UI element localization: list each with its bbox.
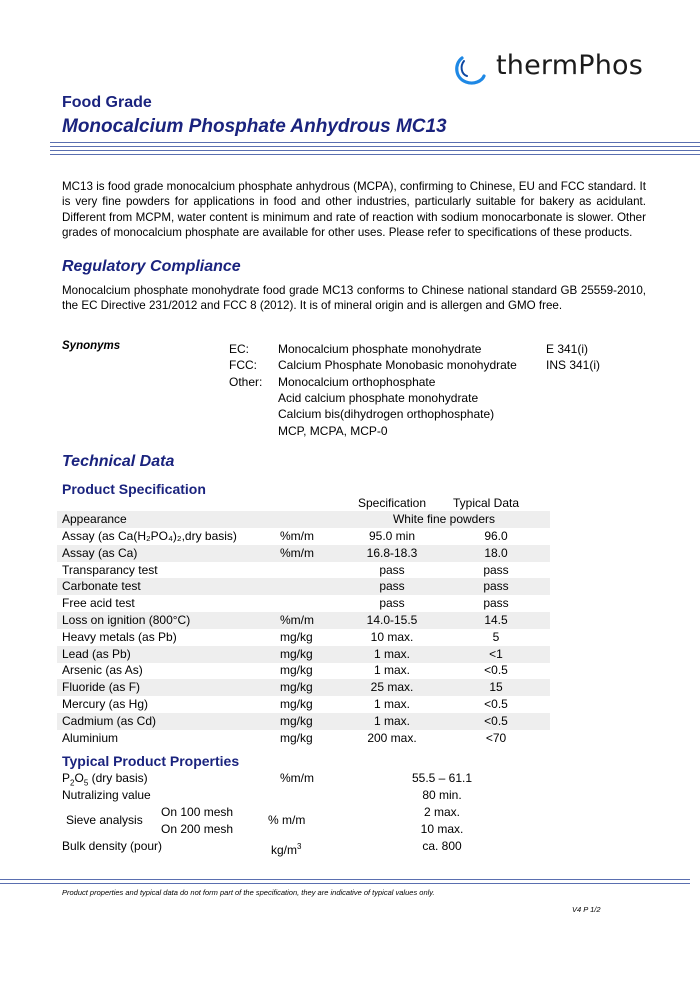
property-unit: %m/m: [280, 771, 314, 785]
row-name: Assay (as Ca(H₂PO₄)₂,dry basis): [62, 529, 237, 543]
row-spec: 10 max.: [370, 629, 414, 644]
row-typical: pass: [483, 562, 509, 577]
synonym-name: Monocalcium phosphate monohydrate: [278, 342, 482, 356]
property-value: 55.5 – 61.1: [411, 771, 473, 785]
row-typical: 5: [492, 629, 500, 644]
row-unit: mg/kg: [280, 697, 313, 711]
sieve-mesh-100: On 100 mesh: [161, 805, 234, 819]
row-name: Mercury (as Hg): [62, 697, 149, 711]
row-spec: 1 max.: [373, 646, 410, 661]
row-name: Transparancy test: [62, 562, 158, 577]
property-value: 2 max.: [423, 805, 460, 819]
row-unit: mg/kg: [280, 730, 313, 745]
table-row: [57, 629, 550, 646]
table-row: [57, 528, 550, 545]
synonyms-label: Synonyms: [62, 340, 121, 352]
technical-heading: Technical Data: [62, 453, 175, 470]
table-row: [57, 545, 550, 562]
row-typical: 96.0: [484, 529, 508, 543]
row-typical: <70: [485, 730, 507, 745]
row-spec: 95.0 min: [368, 529, 416, 543]
synonym-key: FCC:: [229, 358, 257, 372]
product-title: Monocalcium Phosphate Anhydrous MC13: [62, 116, 447, 137]
intro-paragraph: MC13 is food grade monocalcium phosphate anhydrous (MCPA), confirming to Chinese, EU and FCC standard. It is very fine powders for applications in food and other industries, particularly suitable for bakery as acidulant. Different from MCPM, water content is minimum and rate of reaction with sodium monocarbonate is slower. Other grades of monocalcium phosphate are available for other uses. Please refer to specifications of these products.: [62, 180, 646, 239]
row-name: Cadmium (as Cd): [62, 713, 157, 728]
row-unit: %m/m: [280, 613, 314, 627]
row-name: Free acid test: [62, 596, 135, 611]
synonym-code: E 341(i): [546, 342, 589, 356]
col-typical-header: Typical Data: [452, 496, 520, 510]
row-unit: %m/m: [280, 529, 314, 543]
row-typical: 15: [489, 680, 503, 695]
footer-divider: [0, 879, 690, 887]
property-name: Nutralizing value: [62, 788, 151, 802]
footer-note: Product properties and typical data do not form part of the specification, they are indicative of typical values only.: [62, 888, 435, 897]
synonym-key: Other:: [229, 375, 263, 389]
synonym-name: MCP, MCPA, MCP-0: [278, 424, 388, 438]
property-value: 80 min.: [422, 788, 462, 802]
company-logo: [452, 44, 652, 88]
row-name: Arsenic (as As): [62, 663, 143, 678]
property-unit: $kg/m^3$: [271, 842, 302, 857]
properties-heading: Typical Product Properties: [62, 753, 240, 769]
row-spec: pass: [379, 579, 405, 594]
row-name: Fluoride (as F): [62, 680, 141, 695]
row-typical: <1: [489, 646, 503, 661]
page-number: V4 P 1/2: [572, 905, 601, 914]
category-heading: Food Grade: [62, 94, 152, 111]
property-row: [62, 838, 562, 855]
row-name: Heavy metals (as Pb): [62, 629, 177, 644]
property-row: [62, 787, 562, 804]
row-typical: 14.5: [484, 613, 508, 627]
row-typical: pass: [483, 579, 509, 594]
row-spec: pass: [379, 596, 405, 611]
table-row: [57, 646, 550, 663]
row-name: Carbonate test: [62, 579, 141, 594]
table-row: [57, 578, 550, 595]
row-spec: 14.0-15.5: [366, 613, 418, 627]
table-row: [57, 679, 550, 696]
table-row: [57, 713, 550, 730]
synonym-name: Acid calcium phosphate monohydrate: [278, 391, 479, 405]
header-divider: [50, 142, 700, 158]
row-typical: <0.5: [484, 697, 508, 711]
row-name: Assay (as Ca): [62, 545, 138, 560]
logo-wordmark: thermPhos: [496, 50, 644, 81]
property-value: 10 max.: [420, 822, 464, 836]
row-spec: 1 max.: [373, 713, 410, 728]
table-row: [57, 511, 550, 528]
regulatory-paragraph: Monocalcium phosphate monohydrate food grade MC13 conforms to Chinese national standard GB 25559-2010, the EC Directive 231/2012 and FCC 8 (2012). It is of mineral origin and is allergen and GMO free.: [62, 284, 646, 313]
spec-heading: Product Specification: [62, 481, 206, 497]
row-typical: 18.0: [484, 545, 508, 560]
row-unit: %m/m: [280, 545, 314, 560]
property-unit: % m/m: [268, 813, 306, 827]
property-row: [62, 804, 562, 838]
synonym-code: INS 341(i): [546, 358, 601, 372]
row-spec: 16.8-18.3: [366, 545, 418, 560]
row-value: White fine powders: [392, 512, 496, 526]
sieve-mesh-200: On 200 mesh: [161, 822, 234, 836]
row-spec: 1 max.: [373, 697, 410, 711]
property-name: Sieve analysis: [66, 813, 143, 827]
synonym-key: EC:: [229, 342, 250, 356]
row-name: Aluminium: [62, 730, 119, 745]
property-row: [62, 770, 562, 787]
row-unit: mg/kg: [280, 663, 313, 678]
property-name: $P_2O_5$ (dry basis): [62, 771, 148, 788]
row-unit: mg/kg: [280, 680, 313, 695]
row-spec: pass: [379, 562, 405, 577]
property-name: Bulk density (pour): [62, 839, 163, 853]
row-typical: <0.5: [484, 713, 508, 728]
synonym-name: Calcium bis(dihydrogen orthophosphate): [278, 407, 495, 421]
table-row: [57, 696, 550, 713]
property-value: ca. 800: [422, 839, 462, 853]
col-spec-header: Specification: [357, 496, 427, 510]
row-name: Loss on ignition (800°C): [62, 613, 191, 627]
row-spec: 25 max.: [370, 680, 414, 695]
table-row: [57, 612, 550, 629]
row-spec: 1 max.: [373, 663, 410, 678]
row-typical: pass: [483, 596, 509, 611]
row-unit: mg/kg: [280, 646, 313, 661]
row-unit: mg/kg: [280, 713, 313, 728]
row-typical: <0.5: [484, 663, 508, 678]
synonym-name: Calcium Phosphate Monobasic monohydrate: [278, 358, 517, 372]
row-name: Appearance: [62, 512, 127, 526]
logo-swoosh-icon: [452, 54, 492, 88]
regulatory-heading: Regulatory Compliance: [62, 258, 241, 275]
row-unit: mg/kg: [280, 629, 313, 644]
row-spec: 200 max.: [367, 730, 417, 745]
synonym-name: Monocalcium orthophosphate: [278, 375, 436, 389]
table-row: [57, 595, 550, 612]
table-row: [57, 730, 550, 747]
row-name: Lead (as Pb): [62, 646, 131, 661]
table-row: [57, 562, 550, 579]
table-row: [57, 662, 550, 679]
